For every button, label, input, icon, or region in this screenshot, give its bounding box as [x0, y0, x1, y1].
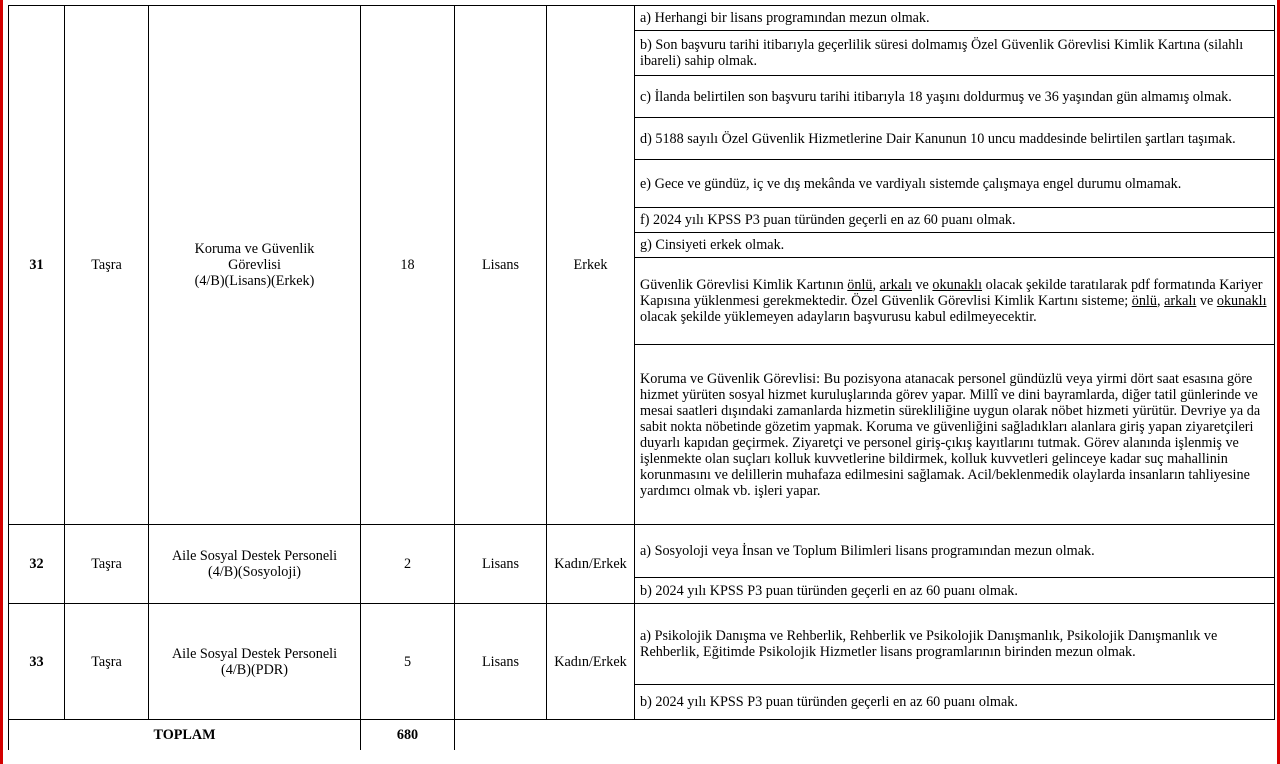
position-location: Taşra	[65, 604, 149, 720]
position-title: Aile Sosyal Destek Personeli (4/B)(Sosyoloji)	[149, 525, 361, 604]
position-location: Taşra	[65, 6, 149, 525]
requirement-item: a) Sosyoloji veya İnsan ve Toplum Bilimleri lisans programından mezun olmak.	[635, 525, 1275, 578]
requirement-item: b) 2024 yılı KPSS P3 puan türünden geçerli en az 60 puanı olmak.	[635, 685, 1275, 720]
position-number: 32	[9, 525, 65, 604]
total-empty	[455, 720, 1275, 750]
id-card-note: Güvenlik Görevlisi Kimlik Kartının önlü, arkalı ve okunaklı olacak şekilde taratılarak pdf formatında Kariyer Kapısına yüklenmesi gerekmektedir. Özel Güvenlik Görevlisi Kimlik Kartını sisteme; önlü, arkalı ve okunaklı olacak şekilde yüklemeyen adayların başvurusu kabul edilmeyecektir.	[635, 258, 1275, 345]
table-row	[9, 525, 1275, 578]
position-number: 33	[9, 604, 65, 720]
total-row	[9, 720, 1275, 750]
requirement-item: a) Herhangi bir lisans programından mezun olmak.	[635, 6, 1275, 31]
positions-table	[8, 5, 1275, 750]
requirement-item: a) Psikolojik Danışma ve Rehberlik, Rehberlik ve Psikolojik Danışmanlık, Psikolojik Danışmanlık ve Rehberlik, Eğitimde Psikolojik Hizmetler lisans programlarının birinden mezun olmak.	[635, 604, 1275, 685]
total-value: 680	[361, 720, 455, 750]
job-description: Koruma ve Güvenlik Görevlisi: Bu pozisyona atanacak personel gündüzlü veya yirmi dört saat esasına göre hizmet yürüten sosyal hizmet kuruluşlarında görev yapar. Millî ve dini bayramlarda, diğer tatil günlerinde ve mesai saatleri dışındaki zamanlarda hizmetin sürekliliğine uygun olarak nöbet hizmeti yürütür. Devriye ya da sabit nokta nöbetinde gözetim yapmak. Koruma ve güvenliğini sağladıkları alanlara giriş yapan ziyaretçileri duyarlı kapıdan geçirmek. Ziyaretçi ve personel giriş-çıkış kayıtlarını tutmak. Görev alanında işlenmiş ve işlenmekte olan suçları kolluk kuvvetlerine bildirmek, kolluk kuvvetleri gelinceye kadar suç mahallinin korunmasını ve delillerin muhafaza edilmesini sağlamak. Acil/beklenmedik olaylarda insanların tahliyesine yardımcı olmak vb. işleri yapar.	[635, 345, 1275, 525]
requirement-item: c) İlanda belirtilen son başvuru tarihi itibarıyla 18 yaşını doldurmuş ve 36 yaşından gün almamış olmak.	[635, 76, 1275, 118]
position-location: Taşra	[65, 525, 149, 604]
position-education: Lisans	[455, 6, 547, 525]
requirement-item: b) 2024 yılı KPSS P3 puan türünden geçerli en az 60 puanı olmak.	[635, 578, 1275, 604]
position-gender: Kadın/Erkek	[547, 525, 635, 604]
requirement-item: b) Son başvuru tarihi itibarıyla geçerlilik süresi dolmamış Özel Güvenlik Görevlisi Kimlik Kartına (silahlı ibareli) sahip olmak.	[635, 31, 1275, 76]
position-title: Aile Sosyal Destek Personeli (4/B)(PDR)	[149, 604, 361, 720]
table-row	[9, 604, 1275, 685]
requirement-item: d) 5188 sayılı Özel Güvenlik Hizmetlerine Dair Kanunun 10 uncu maddesinde belirtilen şartları taşımak.	[635, 118, 1275, 160]
position-number: 31	[9, 6, 65, 525]
requirement-item: e) Gece ve gündüz, iç ve dış mekânda ve vardiyalı sistemde çalışmaya engel durumu olmamak.	[635, 160, 1275, 208]
position-education: Lisans	[455, 525, 547, 604]
position-title: Koruma ve Güvenlik Görevlisi (4/B)(Lisans)(Erkek)	[149, 6, 361, 525]
position-count: 2	[361, 525, 455, 604]
table-row	[9, 6, 1275, 31]
position-gender: Erkek	[547, 6, 635, 525]
requirement-item: f) 2024 yılı KPSS P3 puan türünden geçerli en az 60 puanı olmak.	[635, 208, 1275, 233]
requirement-item: g) Cinsiyeti erkek olmak.	[635, 233, 1275, 258]
position-count: 18	[361, 6, 455, 525]
total-label: TOPLAM	[9, 720, 361, 750]
position-gender: Kadın/Erkek	[547, 604, 635, 720]
position-count: 5	[361, 604, 455, 720]
position-education: Lisans	[455, 604, 547, 720]
